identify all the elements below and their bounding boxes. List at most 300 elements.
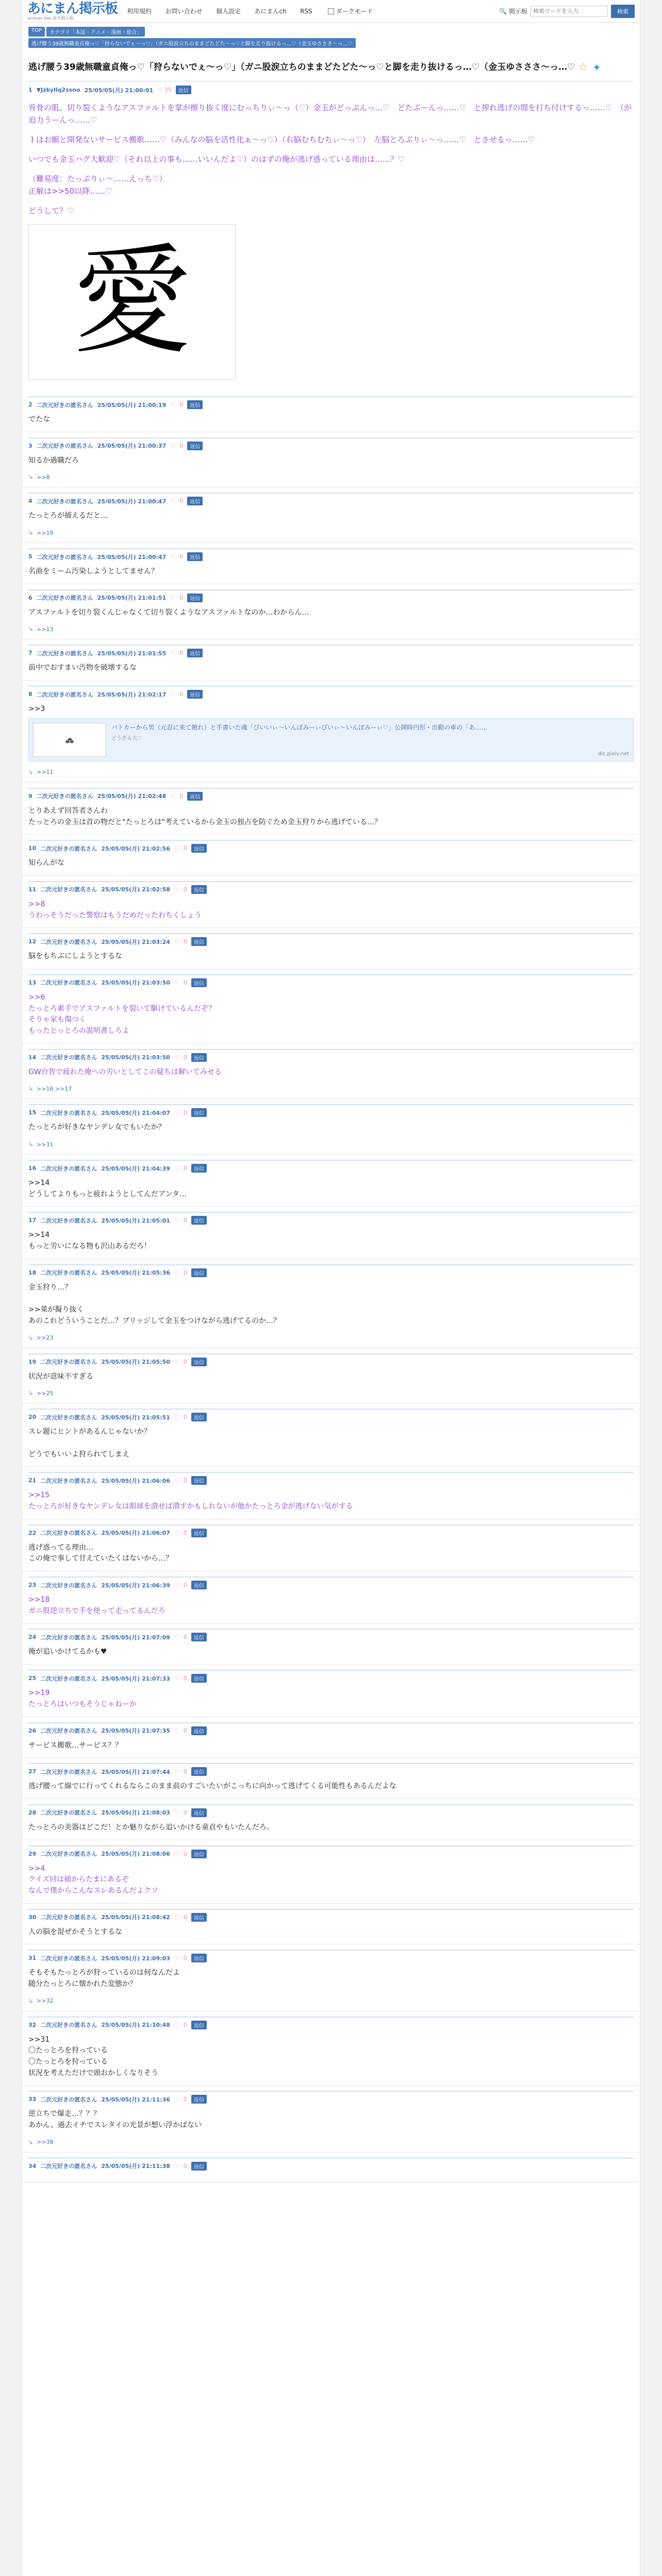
poster-name: 二次元好きの匿名さん bbox=[40, 1165, 97, 1172]
post-header bbox=[28, 1524, 634, 1537]
like-icon[interactable]: ♡ bbox=[174, 2162, 179, 2170]
op-paragraph: どうして？♡ bbox=[28, 206, 74, 215]
dark-mode-label: ダークモード bbox=[336, 8, 373, 15]
post-number[interactable]: 16 bbox=[28, 1165, 37, 1172]
poster-name: 二次元好きの匿名さん bbox=[40, 1269, 97, 1277]
search-button[interactable]: 検索 bbox=[611, 5, 635, 18]
dark-mode-checkbox[interactable] bbox=[328, 8, 334, 14]
post-item bbox=[22, 1467, 640, 1519]
reply-button[interactable]: 返信 bbox=[191, 2095, 207, 2104]
post-header bbox=[28, 1670, 634, 1683]
post-item bbox=[22, 1944, 640, 2011]
post-body: >>4 クイズ回は捕からたまにあるぞ なんで僕からこんなスレあるんだよクソ bbox=[28, 1864, 158, 1895]
poster-name: 二次元好きの匿名さん bbox=[40, 979, 97, 987]
post-header bbox=[28, 548, 634, 561]
like-icon[interactable]: ♡ bbox=[174, 1768, 179, 1775]
reply-button[interactable]: 返信 bbox=[191, 1476, 207, 1485]
post-date: 25/05/05(月) 21:00:47 bbox=[97, 553, 167, 561]
post-date: 25/05/05(月) 21:04:39 bbox=[101, 1165, 170, 1172]
post-date: 25/05/05(月) 21:02:56 bbox=[101, 845, 170, 852]
reply-button[interactable]: 返信 bbox=[191, 1674, 207, 1683]
post-item bbox=[22, 1904, 640, 1945]
link-card[interactable] bbox=[28, 718, 634, 761]
poster-name: 二次元好きの匿名さん bbox=[40, 2022, 97, 2029]
like-count: 0 bbox=[183, 1217, 187, 1224]
poster-name: 二次元好きの匿名さん bbox=[40, 1109, 97, 1116]
post-date: 25/05/05(月) 21:06:07 bbox=[101, 1530, 170, 1537]
post-body: たっとろが好きなヤンデレ女でもいたか？ bbox=[28, 1123, 166, 1132]
reply-links bbox=[28, 625, 634, 633]
like-count: 0 bbox=[179, 401, 184, 408]
post-date: 25/05/05(月) 21:00:01 bbox=[84, 87, 154, 94]
post-header bbox=[28, 2091, 634, 2104]
like-icon[interactable]: ♡ bbox=[170, 553, 176, 561]
post-header bbox=[28, 1763, 634, 1776]
reply-button[interactable]: 返信 bbox=[187, 792, 203, 801]
reply-links bbox=[28, 473, 634, 481]
like-count: 0 bbox=[183, 1109, 187, 1116]
post-header bbox=[28, 1353, 634, 1366]
poster-name: 二次元好きの匿名さん bbox=[40, 1809, 97, 1817]
poster-name: 二次元好きの匿名さん bbox=[40, 2163, 97, 2170]
post-date: 25/05/05(月) 21:07:35 bbox=[101, 1727, 170, 1734]
reply-button[interactable]: 返信 bbox=[187, 400, 203, 409]
nav-rss-link[interactable]: RSS bbox=[300, 8, 312, 15]
like-count: 0 bbox=[183, 1809, 187, 1816]
post-number[interactable]: 12 bbox=[28, 938, 37, 945]
post-header bbox=[28, 686, 634, 699]
post-date: 25/05/05(月) 21:05:01 bbox=[101, 1217, 170, 1224]
like-count: 0 bbox=[179, 792, 184, 800]
poster-name: 二次元好きの匿名さん bbox=[40, 1530, 97, 1537]
reply-button[interactable]: 返信 bbox=[191, 1268, 207, 1277]
post-item bbox=[22, 2011, 640, 2086]
nav-terms-link[interactable]: 利用規約 bbox=[127, 8, 152, 15]
op-header bbox=[28, 81, 634, 94]
poster-name: 二次元好きの匿名さん bbox=[36, 650, 93, 657]
post-number[interactable]: 29 bbox=[28, 1850, 37, 1857]
post-date: 25/05/05(月) 21:08:42 bbox=[101, 1914, 170, 1921]
reply-button[interactable]: 返信 bbox=[191, 1164, 207, 1173]
op-image[interactable] bbox=[28, 224, 236, 380]
post-header bbox=[28, 1804, 634, 1817]
like-icon[interactable]: ♡ bbox=[170, 792, 176, 800]
dark-mode-toggle[interactable] bbox=[328, 7, 373, 15]
post-header bbox=[28, 1104, 634, 1117]
post-date: 25/05/05(月) 21:01:51 bbox=[97, 595, 167, 602]
poster-name: 二次元好きの匿名さん bbox=[36, 401, 93, 409]
post-header bbox=[28, 437, 634, 450]
reply-button[interactable]: 返信 bbox=[187, 552, 203, 561]
reply-button[interactable]: 返信 bbox=[191, 1413, 207, 1421]
post-item bbox=[22, 1207, 640, 1259]
reply-anchor-link[interactable]: >>8 bbox=[37, 473, 50, 481]
post-date: 25/05/05(月) 21:00:37 bbox=[97, 443, 167, 450]
reply-button[interactable]: 返信 bbox=[191, 885, 207, 894]
like-count: 0 bbox=[183, 1358, 187, 1365]
op-paragraph: いつでも金玉ハグ大歓迎♡（それ以上の事も……いいんだよ♡）のはずの俺が逃げ惑っている理由は……？♡ bbox=[28, 155, 405, 164]
thread-title-text: 逃げ腰う39歳無職童貞俺っ♡「狩らないでぇ～っ♡」（ガニ股涙立ちのままどたどた～っ♡と脚を走り抜けるっ…♡（金玉ゆさささ～っ…♡ bbox=[28, 62, 575, 73]
like-icon[interactable]: ♡ bbox=[174, 1109, 179, 1116]
reply-button[interactable]: 返信 bbox=[191, 2021, 207, 2029]
like-icon[interactable]: ♡ bbox=[174, 1165, 179, 1172]
like-icon[interactable]: ♡ bbox=[174, 979, 179, 986]
post-date: 25/05/05(月) 21:11:38 bbox=[101, 2163, 170, 2170]
reply-button[interactable]: 返信 bbox=[191, 2162, 207, 2171]
post-date: 25/05/05(月) 21:08:06 bbox=[101, 1851, 170, 1858]
reply-button[interactable]: 返信 bbox=[191, 1954, 207, 1962]
like-icon[interactable]: ♡ bbox=[174, 1582, 179, 1589]
like-icon[interactable]: ♡ bbox=[170, 442, 176, 449]
post-item bbox=[22, 1571, 640, 1623]
reply-button[interactable]: 返信 bbox=[191, 1053, 207, 1062]
poster-name: 二次元好きの匿名さん bbox=[40, 1634, 97, 1641]
post-body: 前中でおすまい汚物を破壊するな bbox=[28, 664, 137, 672]
breadcrumb-category[interactable]: カテゴリ「本誌・アニメ・漫画・総合」 bbox=[46, 27, 145, 37]
link-card-domain: どうさる大♡ bbox=[111, 735, 142, 741]
op-paragraph: １ほお願と開発ないサービス搬歌……♡（みんなの脳を活性化ぁ～っ♡）（右脳むちむちぃ～っ♡） 左脳とろぷりぃ～っ……♡ とさせるっ……♡ bbox=[28, 135, 535, 144]
like-count: 0 bbox=[183, 1955, 187, 1962]
poster-name: 二次元好きの匿名さん bbox=[40, 1727, 97, 1734]
post-header bbox=[28, 493, 634, 505]
post-header bbox=[28, 1950, 634, 1962]
post-item bbox=[22, 1840, 640, 1904]
post-number[interactable]: 23 bbox=[28, 1582, 37, 1589]
poster-name: 二次元好きの匿名さん bbox=[40, 2096, 97, 2103]
like-icon[interactable]: ♡ bbox=[170, 401, 176, 408]
breadcrumb-top[interactable]: TOP bbox=[28, 27, 45, 37]
like-icon[interactable]: ♡ bbox=[174, 2021, 179, 2028]
reply-arrow-icon: ↳ bbox=[28, 1997, 34, 2005]
reply-links bbox=[28, 1334, 634, 1342]
like-count: 0 bbox=[183, 1727, 187, 1734]
post-item bbox=[22, 1044, 640, 1099]
like-count: 0 bbox=[183, 938, 187, 945]
like-icon[interactable]: ♡ bbox=[174, 1358, 179, 1365]
post-header bbox=[28, 1160, 634, 1173]
like-count: 0 bbox=[179, 691, 184, 698]
like-count: 0 bbox=[183, 886, 187, 893]
nav-contact-link[interactable]: お問い合わせ bbox=[165, 8, 203, 15]
post-number[interactable]: 32 bbox=[28, 2021, 37, 2028]
post-date: 25/05/05(月) 21:05:51 bbox=[101, 1414, 170, 1421]
reply-arrow-icon: ↳ bbox=[28, 2138, 34, 2146]
site-logo[interactable] bbox=[27, 2, 118, 21]
post-date: 25/05/05(月) 21:03:50 bbox=[101, 1054, 170, 1061]
like-icon[interactable]: ♡ bbox=[174, 938, 179, 945]
post-number[interactable]: 7 bbox=[28, 650, 32, 657]
post-number[interactable]: 5 bbox=[28, 553, 32, 561]
post-number[interactable]: 14 bbox=[28, 1054, 37, 1061]
post-number[interactable]: 15 bbox=[28, 1109, 37, 1116]
post-number[interactable]: 33 bbox=[28, 2096, 37, 2103]
like-count: 0 bbox=[183, 1582, 187, 1589]
post-date: 25/05/05(月) 21:11:36 bbox=[101, 2096, 170, 2103]
post-header bbox=[28, 1212, 634, 1225]
post-date: 25/05/05(月) 21:02:17 bbox=[97, 691, 167, 698]
like-count: 0 bbox=[183, 2096, 187, 2103]
post-number[interactable]: 8 bbox=[28, 691, 32, 698]
like-icon[interactable]: ♡ bbox=[174, 1054, 179, 1061]
post-body: >>31 〇たっとろを狩っている 〇たっとろを狩っている 状況を考えただけで頭おかしくなりそう bbox=[28, 2035, 158, 2077]
post-header bbox=[28, 1049, 634, 1062]
post-body: >>6 たっとろ素手でアスファルトを裂いて駆けているんだぞ？ そりゃ家も傷つく もったとっとろの説明書しろよ bbox=[28, 993, 216, 1035]
like-icon[interactable]: ♡ bbox=[174, 1634, 179, 1641]
breadcrumb-row bbox=[28, 38, 634, 48]
favorite-star-icon[interactable]: ☆ bbox=[578, 61, 589, 74]
post-item bbox=[22, 543, 640, 584]
like-icon[interactable]: ♡ bbox=[170, 650, 176, 657]
post-date: 25/05/05(月) 21:09:03 bbox=[101, 1955, 170, 1962]
post-body: >>14 もっと労いになる物も沢山あるだろ！ bbox=[28, 1231, 151, 1251]
reply-button[interactable]: 返信 bbox=[191, 978, 207, 987]
post-number[interactable]: 18 bbox=[28, 1269, 37, 1276]
reply-button[interactable]: 返信 bbox=[187, 497, 203, 505]
like-icon[interactable]: ♡ bbox=[174, 1217, 179, 1224]
post-number[interactable]: 17 bbox=[28, 1217, 37, 1224]
reply-button[interactable]: 返信 bbox=[187, 690, 203, 699]
like-icon[interactable]: ♡ bbox=[170, 498, 176, 505]
logo-title: あにまん掲示板 bbox=[27, 1, 118, 16]
poster-name: 二次元好きの匿名さん bbox=[36, 553, 93, 561]
reply-button[interactable]: 返信 bbox=[191, 1913, 207, 1922]
thread-title bbox=[28, 59, 634, 76]
post-header bbox=[28, 589, 634, 602]
post-body: 金玉狩り…？ >>巣が擬り抜く あのこれどういうことだ…？ブリッジして金玉をつけながら逃げてるのか…？ bbox=[28, 1283, 280, 1325]
link-card-text bbox=[111, 723, 487, 757]
twitter-share-icon[interactable]: ✦ bbox=[592, 61, 601, 74]
like-icon[interactable]: ♡ bbox=[174, 1913, 179, 1921]
like-count: 0 bbox=[183, 1529, 187, 1536]
reply-arrow-icon: ↳ bbox=[28, 1389, 34, 1397]
post-number[interactable]: 2 bbox=[28, 401, 32, 408]
post-number[interactable]: 9 bbox=[28, 792, 32, 800]
reply-anchor-link[interactable]: >>23 bbox=[37, 1334, 54, 1342]
reply-button[interactable]: 返信 bbox=[187, 594, 203, 602]
like-count: 0 bbox=[183, 1913, 187, 1921]
poster-name: 二次元好きの匿名さん bbox=[40, 886, 97, 893]
post-date: 25/05/05(月) 21:01:55 bbox=[97, 650, 167, 657]
post-header bbox=[28, 974, 634, 987]
post-number[interactable]: 21 bbox=[28, 1477, 37, 1484]
poster-name: 二次元好きの匿名さん bbox=[40, 1768, 97, 1775]
thread-actions bbox=[578, 59, 601, 76]
post-date: 25/05/05(月) 21:06:06 bbox=[101, 1477, 170, 1484]
poster-name: 二次元好きの匿名さん bbox=[40, 1217, 97, 1224]
post-header bbox=[28, 396, 634, 409]
reply-anchor-link[interactable]: >>32 bbox=[37, 1997, 54, 2005]
reply-links bbox=[28, 1085, 634, 1092]
reply-button[interactable]: 返信 bbox=[187, 649, 203, 657]
post-number[interactable]: 10 bbox=[28, 845, 37, 852]
post-body: 逆立ちで爆走…？？？ あかん、過去イチでスレタイの光景が想い浮かばない bbox=[28, 2110, 202, 2130]
post-item bbox=[22, 1717, 640, 1758]
post-body: 俺が追いかけてるかも♥ bbox=[28, 1648, 107, 1656]
post-header bbox=[28, 1264, 634, 1277]
like-icon[interactable]: ♡ bbox=[174, 845, 179, 852]
post-number[interactable]: 30 bbox=[28, 1913, 37, 1921]
reply-links bbox=[28, 1141, 634, 1148]
link-card-thumbnail: 🚓 bbox=[33, 723, 106, 757]
reply-anchor-link[interactable]: >>31 bbox=[37, 1141, 54, 1148]
reply-button[interactable]: 返信 bbox=[191, 1633, 207, 1641]
header-search bbox=[499, 5, 635, 18]
reply-button[interactable]: 返信 bbox=[191, 1850, 207, 1858]
like-icon[interactable]: ♡ bbox=[170, 594, 176, 601]
post-item bbox=[22, 432, 640, 488]
post-body: 知るか過職だろ bbox=[28, 456, 79, 465]
post-body: >>19 たっとろはいつもそうじゃねーか bbox=[28, 1689, 137, 1708]
like-icon[interactable]: ♡ bbox=[174, 1675, 179, 1682]
like-icon[interactable]: ♡ bbox=[174, 1809, 179, 1816]
like-icon[interactable]: ♡ bbox=[174, 2096, 179, 2103]
reply-arrow-icon: ↳ bbox=[28, 1141, 34, 1148]
post-body: そもそもたっとろが狩っているのは何なんだよ 随分たっとろに懐かれた変態か？ bbox=[28, 1969, 180, 1988]
post-body: GW台智で疲れた俺への労いとしてこの疑ちは解いてみせる bbox=[28, 1067, 222, 1076]
reply-button[interactable]: 返信 bbox=[191, 1529, 207, 1537]
post-number[interactable]: 4 bbox=[28, 498, 32, 505]
reply-anchor-link[interactable]: >>19 bbox=[37, 529, 54, 536]
reply-button[interactable]: 返信 bbox=[191, 1581, 207, 1589]
poster-name: 二次元好きの匿名さん bbox=[40, 938, 97, 945]
post-body: アスファルトを切り裂くんじゃなくて切り裂くようなアスファルトなのか…わからん… bbox=[28, 608, 309, 617]
post-number[interactable]: 27 bbox=[28, 1768, 37, 1775]
breadcrumb bbox=[22, 23, 640, 48]
post-number[interactable]: 28 bbox=[28, 1809, 37, 1816]
post-header bbox=[28, 1845, 634, 1858]
like-icon[interactable]: ♡ bbox=[174, 886, 179, 893]
post-number[interactable]: 25 bbox=[28, 1675, 37, 1682]
post-date: 25/05/05(月) 21:07:33 bbox=[101, 1675, 170, 1682]
like-icon[interactable]: ♡ bbox=[170, 691, 176, 698]
thread-op bbox=[22, 49, 640, 380]
reply-button[interactable]: 返信 bbox=[191, 937, 207, 946]
like-count: 0 bbox=[183, 1850, 187, 1857]
post-header bbox=[28, 2016, 634, 2029]
poster-name: 二次元好きの匿名さん bbox=[40, 1477, 97, 1484]
reply-anchor-link[interactable]: >>25 bbox=[37, 1389, 54, 1397]
post-header bbox=[28, 788, 634, 801]
post-body: >>14 どうしてよりもっと疲れようとしてんだアンタ… bbox=[28, 1179, 187, 1198]
like-icon[interactable]: ♡ bbox=[174, 1727, 179, 1734]
reply-arrow-icon: ↳ bbox=[28, 768, 34, 776]
like-count: 0 bbox=[183, 845, 187, 852]
post-number[interactable]: 6 bbox=[28, 594, 32, 601]
reply-links bbox=[28, 529, 634, 536]
post-body: >>3 bbox=[28, 705, 45, 714]
post-body: 状況が意味不すぎる bbox=[28, 1372, 93, 1381]
like-icon[interactable]: ♡ bbox=[174, 1269, 179, 1276]
site-header bbox=[22, 0, 640, 23]
reply-anchor-link[interactable]: >>13 bbox=[37, 625, 54, 633]
post-body: たっとろの美器はどこだ！とか魅りながら追いかける童貞やもいたんだろ。 bbox=[28, 1823, 274, 1832]
reply-button[interactable]: 返信 bbox=[187, 442, 203, 450]
post-body: >>15 たっとろが好きなヤンデレ女は眼球を潰せば潰すかもしれないが他かたっとろ金が逃げない気がする bbox=[28, 1491, 353, 1511]
reply-arrow-icon: ↳ bbox=[28, 1085, 34, 1093]
post-number[interactable]: 31 bbox=[28, 1955, 37, 1962]
post-date: 25/05/05(月) 21:07:09 bbox=[101, 1634, 170, 1641]
post-item bbox=[22, 681, 640, 783]
reply-anchor-link[interactable]: >>38 bbox=[37, 2139, 54, 2146]
like-count[interactable]: ♡ 35 bbox=[157, 87, 172, 93]
reply-anchor-link[interactable]: >>11 bbox=[37, 769, 54, 776]
post-body: 知らんがな bbox=[28, 859, 64, 868]
reply-arrow-icon: ↳ bbox=[28, 625, 34, 633]
post-number[interactable]: 34 bbox=[28, 2162, 37, 2170]
op-image-glyph: 愛 bbox=[72, 233, 191, 370]
post-body: スレ題にヒントがあるんじゃないか？ どうでもいいよ狩られてしまえ bbox=[28, 1428, 151, 1459]
post-number[interactable]: 20 bbox=[28, 1414, 37, 1421]
post-date: 25/05/05(月) 21:02:58 bbox=[101, 886, 170, 893]
post-item bbox=[22, 1348, 640, 1404]
post-header bbox=[28, 881, 634, 894]
post-date: 25/05/05(月) 21:07:44 bbox=[101, 1768, 170, 1775]
like-count: 0 bbox=[179, 498, 184, 505]
like-icon[interactable]: ♡ bbox=[174, 1414, 179, 1421]
post-number[interactable]: 26 bbox=[28, 1727, 37, 1734]
search-scope-select[interactable]: 掲示板 bbox=[508, 8, 527, 15]
like-count: 0 bbox=[183, 1165, 187, 1172]
reply-links bbox=[28, 1389, 634, 1397]
nav-settings-link[interactable]: 個人設定 bbox=[216, 8, 241, 15]
post-header bbox=[28, 1629, 634, 1641]
post-header bbox=[28, 1409, 634, 1421]
reply-button[interactable]: 返信 bbox=[191, 1216, 207, 1225]
post-date: 25/05/05(月) 21:06:39 bbox=[101, 1582, 170, 1589]
like-count: 0 bbox=[183, 1634, 187, 1641]
post-number[interactable]: 11 bbox=[28, 886, 37, 893]
reply-arrow-icon: ↳ bbox=[28, 473, 34, 481]
like-count: 0 bbox=[183, 1675, 187, 1682]
like-count: 0 bbox=[179, 553, 184, 561]
nav-animanch-link[interactable]: あにまんch bbox=[254, 8, 287, 15]
post-number[interactable]: 13 bbox=[28, 979, 37, 986]
post-item bbox=[22, 584, 640, 640]
post-number[interactable]: 3 bbox=[28, 442, 32, 449]
reply-anchor-link[interactable]: >>16 >>17 bbox=[37, 1085, 72, 1092]
like-count: 0 bbox=[179, 650, 184, 657]
post-item bbox=[22, 2153, 640, 2182]
reply-button[interactable]: 返信 bbox=[191, 1726, 207, 1735]
reply-button[interactable]: 返信 bbox=[191, 1358, 207, 1366]
post-number[interactable]: 1 bbox=[28, 87, 32, 93]
reply-button[interactable]: 返信 bbox=[191, 844, 207, 853]
breadcrumb-thread[interactable]: 逃げ腰う39歳無職童貞俺っ♡「狩らないでぇ～っ♡」（ガニ股涙立ちのままどたどた～っ♡と脚を走り抜けるっ…♡（金玉ゆさささ～っ…♡ bbox=[28, 38, 356, 48]
like-icon[interactable]: ♡ bbox=[174, 1955, 179, 1962]
post-number[interactable]: 19 bbox=[28, 1358, 37, 1365]
post-number[interactable]: 22 bbox=[28, 1529, 37, 1536]
like-icon[interactable]: ♡ bbox=[174, 1850, 179, 1857]
poster-name: 二次元好きの匿名さん bbox=[40, 1914, 97, 1921]
post-body: >>8 うわっそうだった警察はもうだめだったわちくしょう bbox=[28, 900, 202, 920]
post-date: 25/05/05(月) 21:05:50 bbox=[101, 1359, 170, 1366]
post-item bbox=[22, 487, 640, 543]
reply-button[interactable]: 返信 bbox=[176, 86, 191, 94]
post-header bbox=[28, 1577, 634, 1589]
reply-links bbox=[28, 1997, 634, 2005]
reply-button[interactable]: 返信 bbox=[191, 1767, 207, 1776]
search-input[interactable] bbox=[531, 6, 608, 17]
like-icon[interactable]: ♡ bbox=[174, 1477, 179, 1484]
like-count: 0 bbox=[183, 1414, 187, 1421]
like-icon[interactable]: ♡ bbox=[174, 1529, 179, 1536]
reply-button[interactable]: 返信 bbox=[191, 1108, 207, 1117]
post-number[interactable]: 24 bbox=[28, 1634, 37, 1641]
post-header bbox=[28, 2158, 634, 2171]
post-header bbox=[28, 933, 634, 946]
like-count: 0 bbox=[183, 1768, 187, 1775]
reply-button[interactable]: 返信 bbox=[191, 1808, 207, 1817]
